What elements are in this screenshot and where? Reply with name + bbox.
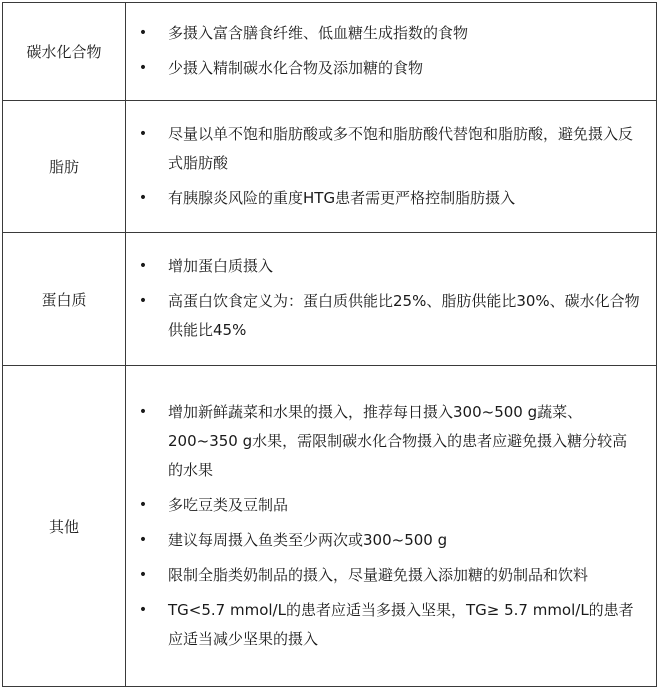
list-item bbox=[126, 398, 642, 485]
list-item-text: TG<5.7 mmol/L的患者应适当多摄入坚果，TG≥ 5.7 mmol/L的患者应适当减少坚果的摄入 bbox=[168, 600, 634, 648]
recommendation-list bbox=[126, 10, 656, 93]
list-item bbox=[126, 120, 642, 178]
dietary-recommendation-table bbox=[2, 2, 657, 687]
bullet-icon: • bbox=[138, 25, 148, 41]
recommendation-list bbox=[126, 111, 656, 223]
bullet-icon: • bbox=[138, 496, 148, 513]
bullet-icon: • bbox=[138, 293, 148, 309]
table-row-other bbox=[3, 366, 657, 687]
list-item-text: 多吃豆类及豆制品 bbox=[168, 495, 289, 514]
list-item-text: 尽量以单不饱和脂肪酸或多不饱和脂肪酸代替饱和脂肪酸，避免摄入反式脂肪酸 bbox=[168, 124, 634, 172]
list-item bbox=[126, 491, 642, 520]
category-cell: 碳水化合物 bbox=[3, 3, 126, 101]
bullet-icon: • bbox=[138, 403, 148, 420]
category-cell: 其他 bbox=[3, 366, 126, 687]
list-item bbox=[126, 596, 642, 654]
recommendation-cell bbox=[126, 233, 657, 366]
bullet-icon: • bbox=[138, 566, 148, 583]
table-row-protein bbox=[3, 233, 657, 366]
list-item bbox=[126, 19, 642, 48]
table-row-carbohydrate bbox=[3, 3, 657, 101]
list-item-text: 增加蛋白质摄入 bbox=[168, 257, 274, 275]
list-item bbox=[126, 561, 642, 590]
list-item-text: 增加新鲜蔬菜和水果的摄入，推荐每日摄入300~500 g蔬菜、200~350 g水果，需限制碳水化合物摄入的患者应避免摄入糖分较高的水果 bbox=[168, 402, 628, 479]
table-row-fat bbox=[3, 101, 657, 233]
list-item bbox=[126, 184, 642, 213]
recommendation-cell bbox=[126, 101, 657, 233]
list-item-text: 限制全脂类奶制品的摄入，尽量避免摄入添加糖的奶制品和饮料 bbox=[168, 565, 589, 584]
recommendation-list bbox=[126, 243, 656, 355]
category-cell: 脂肪 bbox=[3, 101, 126, 233]
list-item-text: 有胰腺炎风险的重度HTG患者需更严格控制脂肪摄入 bbox=[168, 188, 516, 207]
list-item bbox=[126, 526, 642, 555]
bullet-icon: • bbox=[138, 601, 148, 618]
bullet-icon: • bbox=[138, 531, 148, 548]
list-item-text: 建议每周摄入鱼类至少两次或300~500 g bbox=[168, 530, 448, 549]
recommendation-cell bbox=[126, 3, 657, 101]
list-item-text: 高蛋白饮食定义为：蛋白质供能比25%、脂肪供能比30%、碳水化合物供能比45% bbox=[168, 292, 640, 339]
recommendation-cell bbox=[126, 366, 657, 687]
list-item-text: 少摄入精制碳水化合物及添加糖的食物 bbox=[168, 59, 424, 77]
list-item bbox=[126, 287, 642, 345]
bullet-icon: • bbox=[138, 125, 148, 142]
list-item bbox=[126, 54, 642, 83]
bullet-icon: • bbox=[138, 258, 148, 274]
category-cell: 蛋白质 bbox=[3, 233, 126, 366]
bullet-icon: • bbox=[138, 60, 148, 76]
list-item-text: 多摄入富含膳食纤维、低血糖生成指数的食物 bbox=[168, 24, 469, 42]
bullet-icon: • bbox=[138, 189, 148, 206]
list-item bbox=[126, 252, 642, 281]
recommendation-list bbox=[126, 389, 656, 664]
